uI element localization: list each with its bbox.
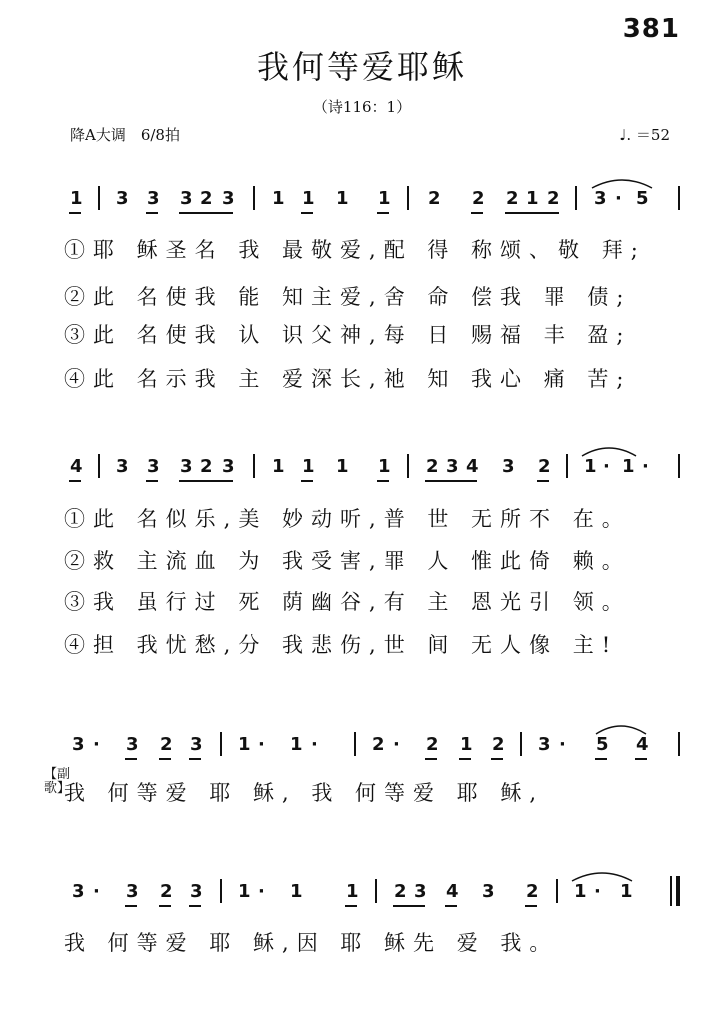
note: 3 — [482, 881, 495, 902]
lyric-line: 我 何等爱 耶 稣,因 耶 稣先 爱 我。 — [64, 931, 559, 955]
note-dot: · — [258, 881, 265, 902]
note: 1 — [378, 188, 391, 209]
slur — [570, 867, 634, 883]
beam-underline — [459, 758, 471, 760]
note: 1 — [336, 188, 349, 209]
note: 1 — [272, 188, 285, 209]
note: 3 — [414, 881, 427, 902]
note: 2 — [160, 734, 173, 755]
beam-underline — [377, 480, 389, 482]
beam-underline — [471, 212, 483, 214]
beam-underline — [301, 212, 313, 214]
note: 1 — [620, 881, 633, 902]
note: 3 — [72, 734, 85, 755]
scripture-reference: （诗116：1） — [312, 98, 412, 116]
beam-underline — [491, 758, 503, 760]
note: 3 — [446, 456, 459, 477]
note: 3 — [147, 188, 160, 209]
beam-underline — [125, 905, 137, 907]
note-dot: · — [93, 881, 100, 902]
lyric-line: ④担 我忧愁,分 我悲伤,世 间 无人像 主! — [64, 633, 619, 657]
note: 1 — [460, 734, 473, 755]
note: 4 — [466, 456, 479, 477]
beam-underline — [189, 905, 201, 907]
note: 1 — [346, 881, 359, 902]
note: 2 — [526, 881, 539, 902]
note: 1 — [584, 456, 597, 477]
note-dot: · — [393, 734, 400, 755]
note: 1 — [526, 188, 539, 209]
beam-underline — [505, 212, 559, 214]
note: 3 — [222, 188, 235, 209]
note: 3 — [180, 188, 193, 209]
slur — [594, 720, 648, 736]
note: 2 — [428, 188, 441, 209]
note: 1 — [378, 456, 391, 477]
note-dot: · — [559, 734, 566, 755]
note: 5 — [636, 188, 649, 209]
note: 1 — [238, 734, 251, 755]
lyric-line: ②救 主流血 为 我受害,罪 人 惟此倚 赖。 — [64, 549, 631, 573]
note: 3 — [594, 188, 607, 209]
note: 4 — [70, 456, 83, 477]
note: 3 — [190, 734, 203, 755]
beam-underline — [345, 905, 357, 907]
note: 3 — [72, 881, 85, 902]
note: 1 — [622, 456, 635, 477]
note: 3 — [180, 456, 193, 477]
lyric-line: ①此 名似乐,美 妙动听,普 世 无所不 在。 — [64, 507, 631, 531]
note-dot: · — [258, 734, 265, 755]
note: 3 — [147, 456, 160, 477]
final-barline — [670, 876, 672, 906]
note-dot: · — [642, 456, 649, 477]
barline — [575, 186, 577, 210]
beam-underline — [301, 480, 313, 482]
barline — [220, 879, 222, 903]
note: 1 — [302, 456, 315, 477]
beam-underline — [377, 212, 389, 214]
barline — [556, 879, 558, 903]
chorus-section-label: 【副歌】 — [44, 767, 71, 796]
lyric-line: ③我 虽行过 死 荫幽谷,有 主 恩光引 领。 — [64, 590, 631, 614]
barline — [407, 454, 409, 478]
note: 1 — [70, 188, 83, 209]
barline — [678, 454, 680, 478]
note: 2 — [492, 734, 505, 755]
note: 3 — [538, 734, 551, 755]
note: 2 — [200, 188, 213, 209]
lyric-line: ①耶 稣圣名 我 最敬爱,配 得 称颂、敬 拜; — [64, 238, 646, 262]
note: 1 — [290, 881, 303, 902]
note: 2 — [506, 188, 519, 209]
note: 2 — [538, 456, 551, 477]
lyric-line: 我 何等爱 耶 稣, 我 何等爱 耶 稣, — [64, 781, 545, 805]
barline — [253, 186, 255, 210]
beam-underline — [445, 905, 457, 907]
barline — [520, 732, 522, 756]
beam-underline — [159, 905, 171, 907]
note: 2 — [372, 734, 385, 755]
note: 2 — [200, 456, 213, 477]
beam-underline — [525, 905, 537, 907]
note: 3 — [126, 881, 139, 902]
beam-underline — [537, 480, 549, 482]
beam-underline — [189, 758, 201, 760]
barline — [407, 186, 409, 210]
note: 1 — [290, 734, 303, 755]
beam-underline — [69, 480, 81, 482]
barline — [98, 186, 100, 210]
beam-underline — [146, 480, 158, 482]
barline — [98, 454, 100, 478]
hymn-title: 我何等爱耶稣 — [256, 48, 467, 86]
note-dot: · — [603, 456, 610, 477]
note-dot: · — [311, 734, 318, 755]
barline — [566, 454, 568, 478]
beam-underline — [159, 758, 171, 760]
note-dot: · — [594, 881, 601, 902]
note: 3 — [222, 456, 235, 477]
note: 3 — [126, 734, 139, 755]
note: 2 — [160, 881, 173, 902]
barline — [375, 879, 377, 903]
note: 2 — [547, 188, 560, 209]
barline — [678, 186, 680, 210]
barline — [220, 732, 222, 756]
barline — [253, 454, 255, 478]
note-dot: · — [93, 734, 100, 755]
final-barline — [676, 876, 680, 906]
key-signature: 降A大调 6/8拍 — [70, 126, 180, 144]
note: 2 — [394, 881, 407, 902]
lyric-line: ④此 名示我 主 爱深长,祂 知 我心 痛 苦; — [64, 367, 632, 391]
note: 3 — [190, 881, 203, 902]
note: 3 — [116, 188, 129, 209]
note: 1 — [272, 456, 285, 477]
note: 3 — [116, 456, 129, 477]
note-dot: · — [615, 188, 622, 209]
barline — [354, 732, 356, 756]
note: 1 — [336, 456, 349, 477]
beam-underline — [125, 758, 137, 760]
note: 2 — [426, 456, 439, 477]
note: 5 — [596, 734, 609, 755]
lyric-line: ③此 名使我 认 识父神,每 日 赐福 丰 盈; — [64, 323, 632, 347]
note: 4 — [636, 734, 649, 755]
beam-underline — [179, 212, 233, 214]
beam-underline — [425, 758, 437, 760]
beam-underline — [179, 480, 233, 482]
note: 1 — [238, 881, 251, 902]
hymn-number: 381 — [622, 14, 680, 44]
beam-underline — [393, 905, 425, 907]
lyric-line: ②此 名使我 能 知主爱,舍 命 偿我 罪 债; — [64, 285, 632, 309]
slur — [580, 442, 638, 458]
note: 4 — [446, 881, 459, 902]
note: 1 — [574, 881, 587, 902]
tempo-marking: ♩. ＝52 — [619, 126, 670, 144]
barline — [678, 732, 680, 756]
beam-underline — [69, 212, 81, 214]
beam-underline — [635, 758, 647, 760]
slur — [590, 174, 654, 190]
beam-underline — [146, 212, 158, 214]
note: 2 — [426, 734, 439, 755]
beam-underline — [595, 758, 607, 760]
note: 1 — [302, 188, 315, 209]
beam-underline — [425, 480, 477, 482]
note: 2 — [472, 188, 485, 209]
note: 3 — [502, 456, 515, 477]
